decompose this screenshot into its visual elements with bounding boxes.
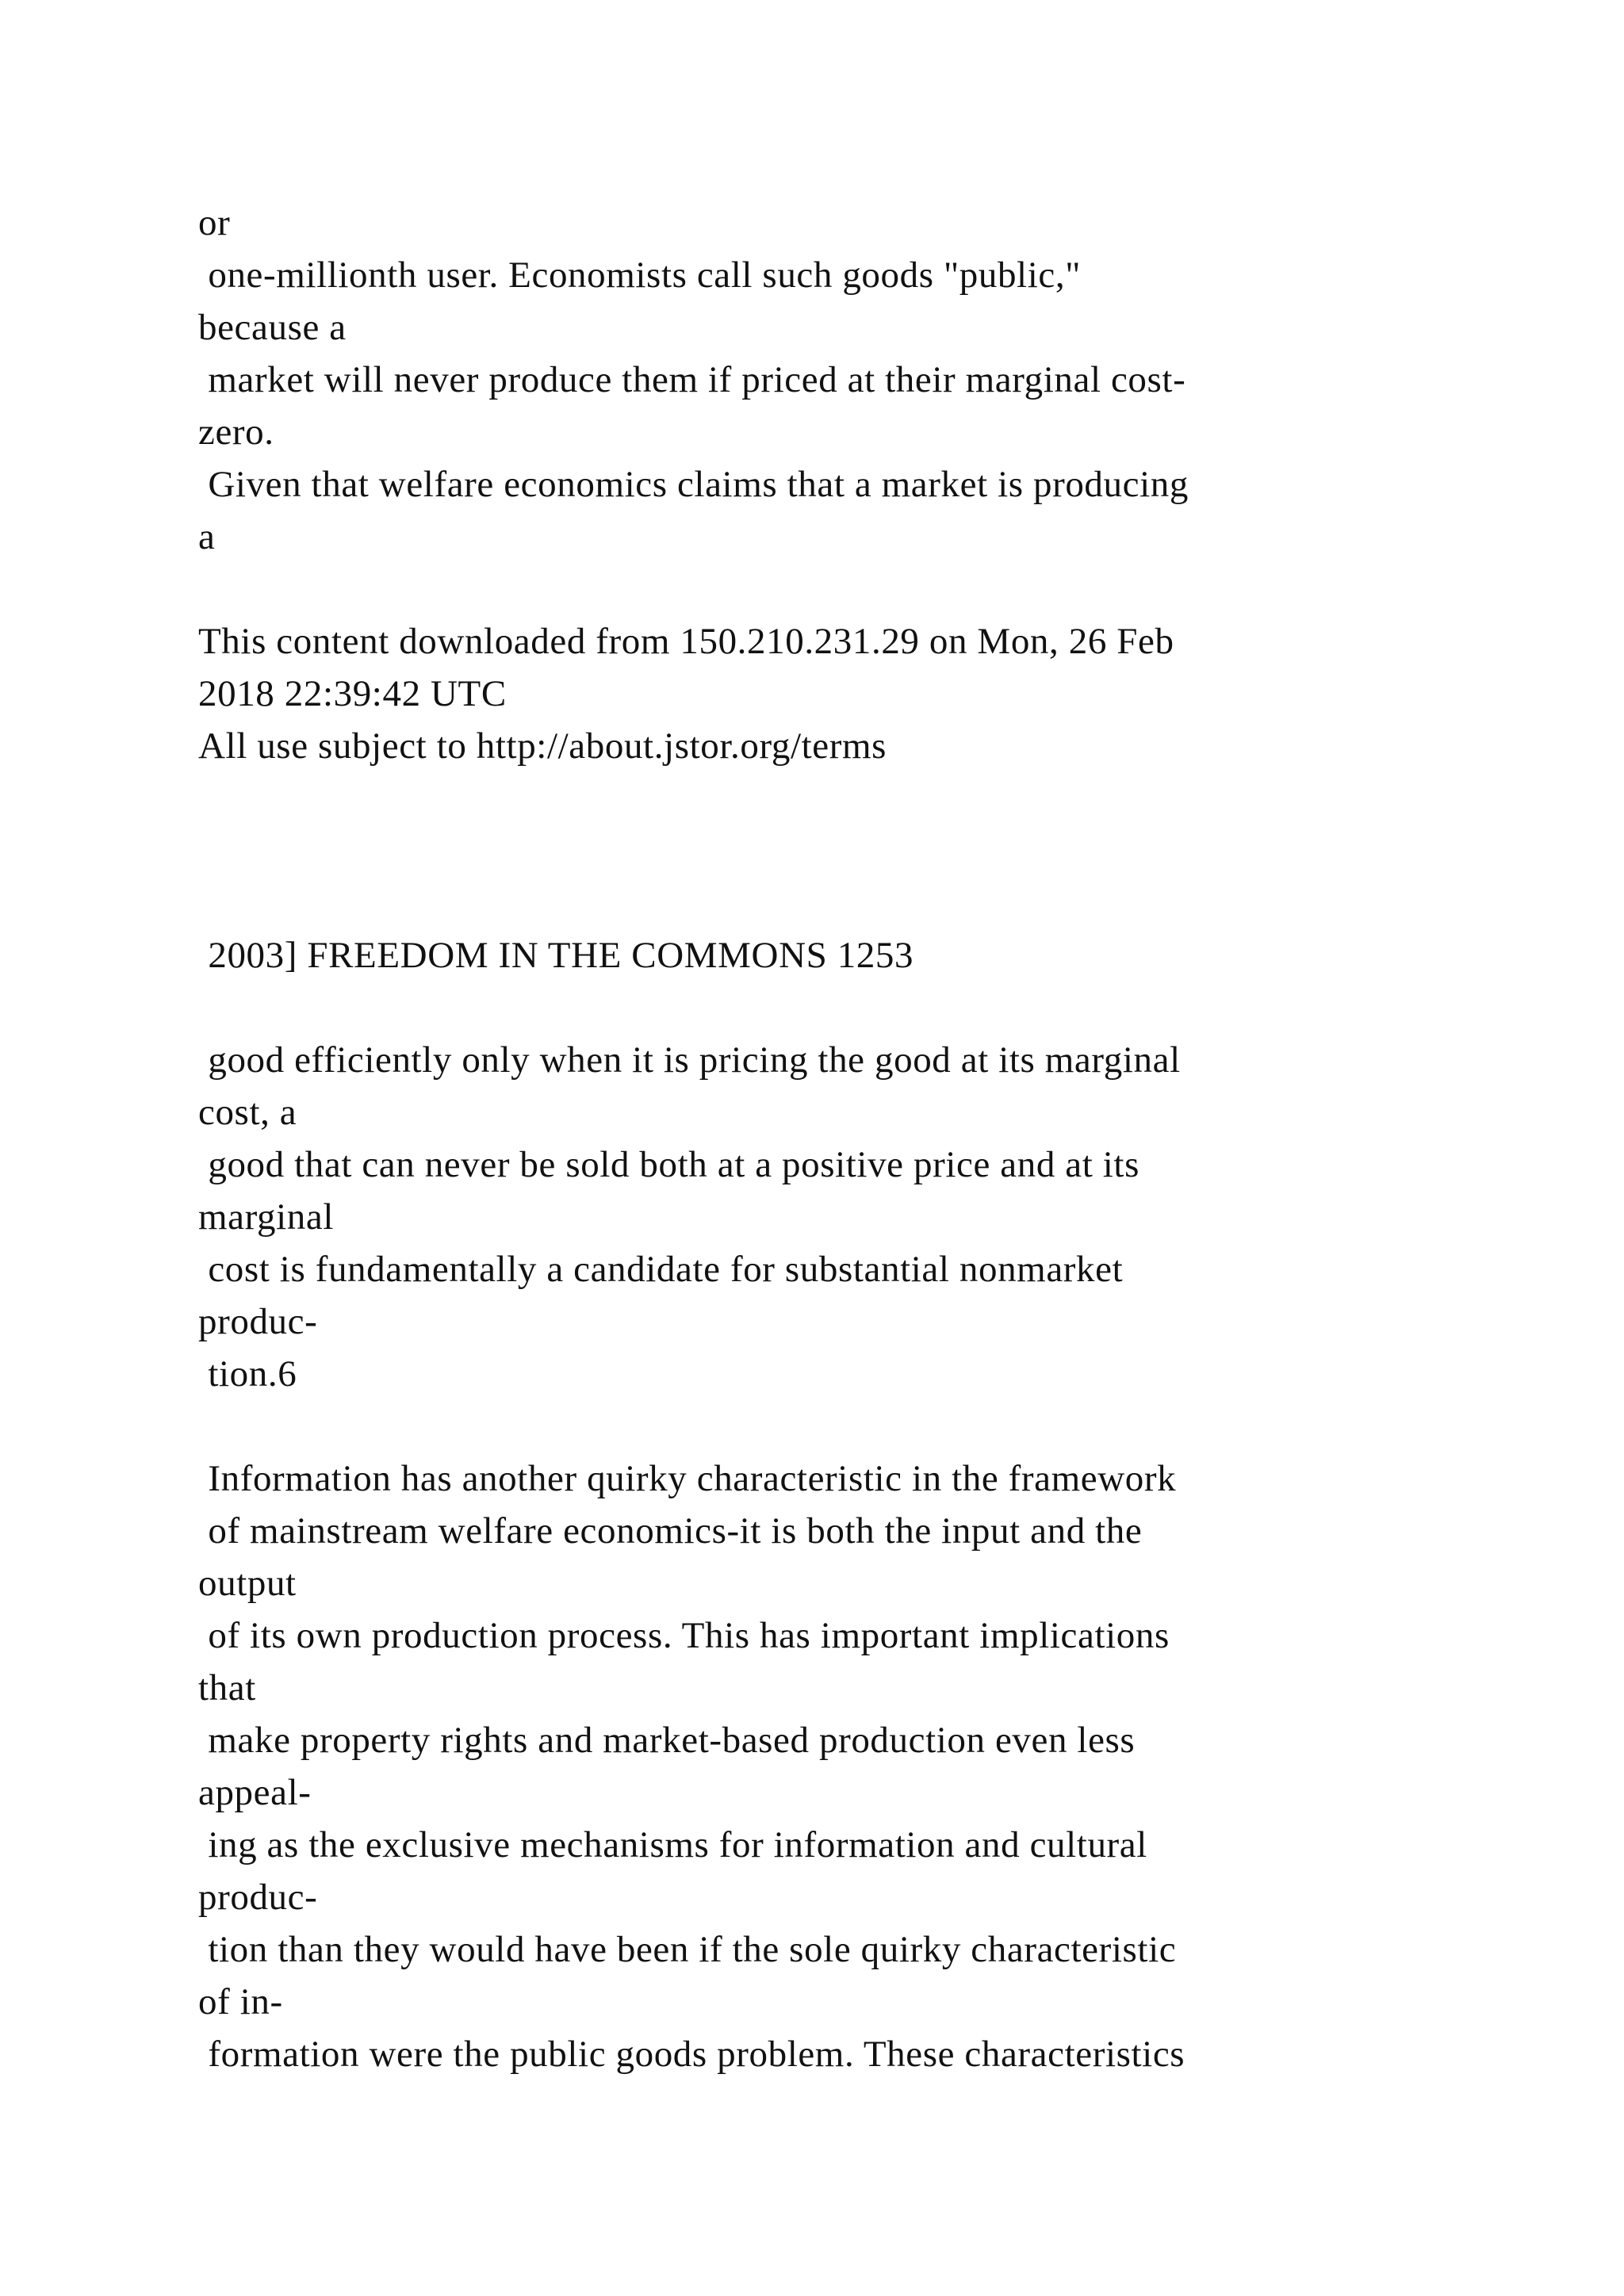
body-text-line: output [198, 1563, 297, 1604]
body-text-line: formation were the public goods problem. These characteristics [198, 2034, 1185, 2075]
body-text-line: ing as the exclusive mechanisms for information and cultural [198, 1824, 1147, 1866]
running-header: 2003] FREEDOM IN THE COMMONS 1253 [198, 935, 914, 976]
body-text-line: produc- [198, 1877, 318, 1918]
body-text-line: one-millionth user. Economists call such goods "public," [198, 254, 1081, 296]
body-text-line: produc- [198, 1301, 318, 1342]
body-text-line: a [198, 516, 216, 557]
body-text-line: that [198, 1667, 256, 1709]
body-text-line: cost, a [198, 1092, 297, 1133]
body-text-line: appeal- [198, 1772, 312, 1813]
body-text-line: market will never produce them if priced at their marginal cost- [198, 359, 1186, 400]
body-text-line: Information has another quirky characteristic in the framework [198, 1458, 1177, 1499]
body-text-line: because a [198, 307, 347, 348]
body-text-line: of in- [198, 1981, 283, 2022]
download-notice-timestamp: 2018 22:39:42 UTC [198, 673, 507, 714]
body-text-line: zero. [198, 411, 274, 453]
body-text-line: marginal [198, 1196, 334, 1238]
body-text-line: Given that welfare economics claims that a market is producing [198, 464, 1189, 505]
body-text-line: cost is fundamentally a candidate for substantial nonmarket [198, 1249, 1124, 1290]
body-text-line: tion than they would have been if the sole quirky characteristic [198, 1929, 1177, 1970]
download-notice: This content downloaded from 150.210.231.29 on Mon, 26 Feb [198, 621, 1174, 662]
terms-notice: All use subject to http://about.jstor.org/terms [198, 725, 887, 767]
body-text-line: good efficiently only when it is pricing the good at its marginal [198, 1039, 1181, 1081]
body-text-line: or [198, 202, 231, 243]
body-text-line: make property rights and market-based production even less [198, 1720, 1136, 1761]
body-text-line: tion.6 [198, 1353, 297, 1395]
body-text-line: good that can never be sold both at a positive price and at its [198, 1144, 1139, 1185]
body-text-line: of mainstream welfare economics-it is both the input and the [198, 1510, 1143, 1552]
body-text-line: of its own production process. This has important implications [198, 1615, 1170, 1656]
